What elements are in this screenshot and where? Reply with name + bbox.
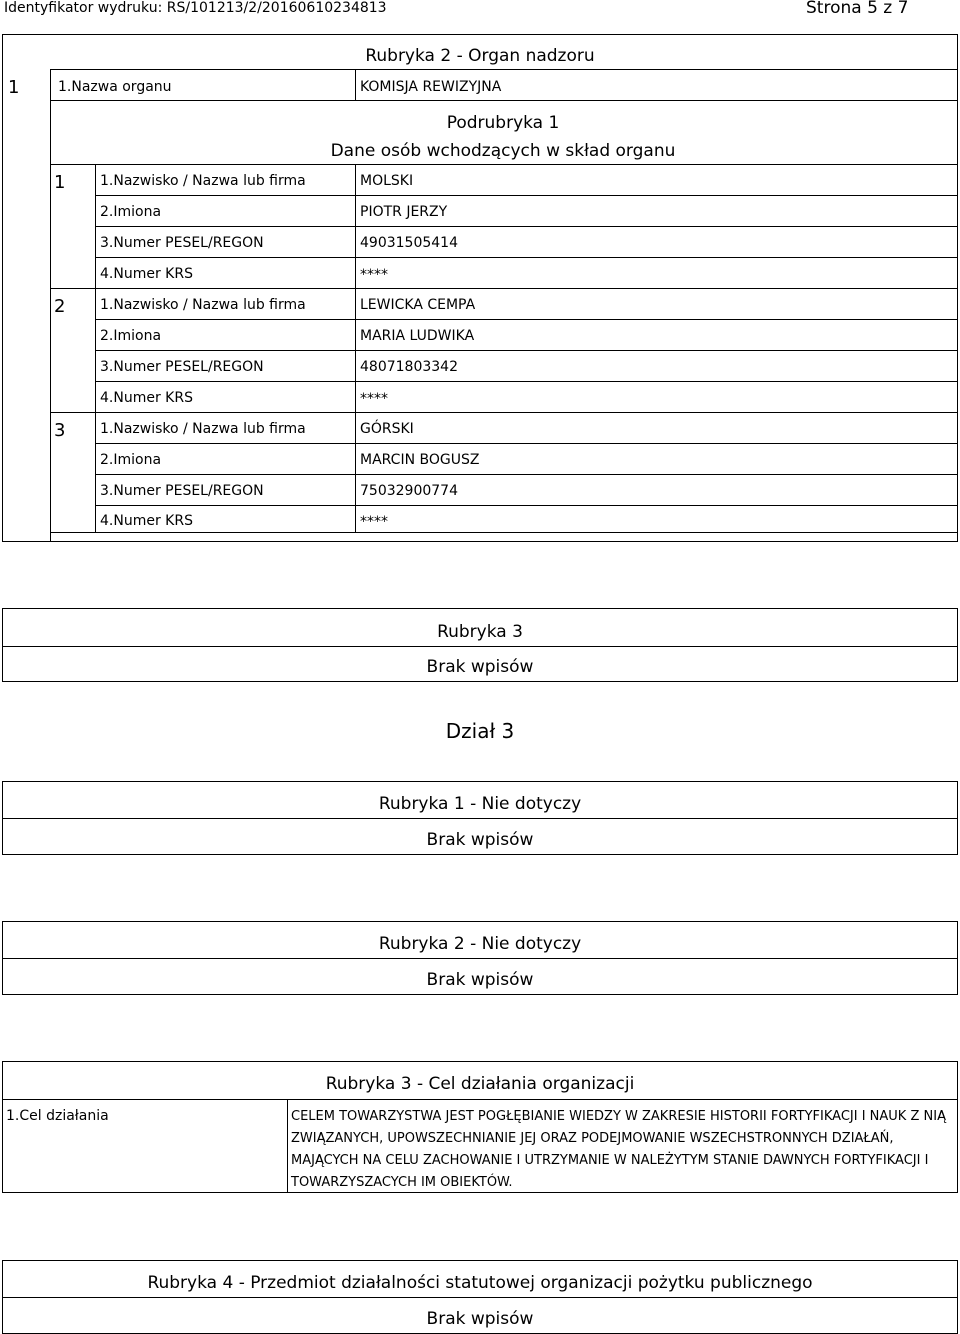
rubryka-empty: Brak wpisów [426, 1309, 534, 1329]
member-separator [50, 412, 958, 413]
rubryka-3-divider [2, 646, 958, 647]
krs-value: **** [360, 267, 388, 283]
surname-value: MOLSKI [360, 173, 414, 189]
print-identifier: Identyfikator wydruku: RS/101213/2/20160610234813 [4, 0, 387, 16]
member-row-line [95, 350, 958, 351]
rubryka-empty: Brak wpisów [426, 830, 534, 850]
rubryka-title: Rubryka 3 - Cel działania organizacji [325, 1074, 635, 1094]
pesel-value: 75032900774 [360, 483, 458, 499]
names-value: MARIA LUDWIKA [360, 328, 475, 344]
rubryka-title: Rubryka 4 - Przedmiot działalności statutowej organizacji pożytku publicznego [147, 1273, 813, 1293]
pesel-value: 48071803342 [360, 359, 458, 375]
members-col-divider [355, 164, 356, 532]
names-value: PIOTR JERZY [360, 204, 448, 220]
rubryka-title: Rubryka 2 - Nie dotyczy [378, 934, 582, 954]
krs-label: 4.Numer KRS [100, 390, 193, 406]
pesel-label: 3.Numer PESEL/REGON [100, 359, 264, 375]
cel-dzialania-value: CELEM TOWARZYSTWA JEST POGŁĘBIANIE WIEDZY W ZAKRESIE HISTORII FORTYFIKACJI I NAUK Z NIĄ ZWIĄZANYCH, UPOWSZECHNIANIE JEJ ORAZ PODEJMOWANIE WSZECHSTRONNYCH DZIAŁAŃ, MAJĄCYCH NA CELU ZACHOWANIE I UTRZYMANIE W NALEŻYTYM STANIE DAWNYCH FORTYFIKACJI I TOWARZYSZACYCH IM OBIEKTÓW. [291, 1109, 946, 1190]
rubryka-3-empty: Brak wpisów [426, 657, 534, 677]
subrubryka-subtitle: Dane osób wchodzących w skład organu [330, 141, 676, 161]
organ-col-divider [355, 69, 356, 100]
rubryka-col-divider [287, 1099, 288, 1193]
member-row-line [95, 381, 958, 382]
organ-row-line [50, 69, 958, 70]
member-row-line [95, 474, 958, 475]
member-row-line [95, 195, 958, 196]
rubryka-divider [2, 1099, 958, 1100]
organ-index: 1 [8, 77, 20, 98]
names-label: 2.Imiona [100, 452, 162, 468]
member-row-line [95, 319, 958, 320]
member-separator [50, 288, 958, 289]
surname-value: LEWICKA CEMPA [360, 297, 476, 313]
surname-value: GÓRSKI [360, 421, 414, 437]
subrubryka-title: Podrubryka 1 [446, 113, 560, 133]
organ-name-value: KOMISJA REWIZYJNA [360, 79, 502, 95]
member-row-line [95, 505, 958, 506]
member-row-line [95, 443, 958, 444]
dzial-3-title: Dział 3 [445, 719, 515, 743]
surname-label: 1.Nazwisko / Nazwa lub firma [100, 297, 306, 313]
members-bottom-line [50, 532, 958, 533]
names-value: MARCIN BOGUSZ [360, 452, 480, 468]
organ-name-label: 1.Nazwa organu [58, 79, 172, 95]
cel-dzialania-label: 1.Cel działania [6, 1108, 109, 1124]
rubryka-divider [2, 958, 958, 959]
names-label: 2.Imiona [100, 204, 162, 220]
krs-label: 4.Numer KRS [100, 513, 193, 529]
members-top-line [50, 164, 958, 165]
krs-value: **** [360, 391, 388, 407]
surname-label: 1.Nazwisko / Nazwa lub firma [100, 421, 306, 437]
krs-label: 4.Numer KRS [100, 266, 193, 282]
member-index: 1 [54, 172, 66, 193]
members-index-divider [95, 164, 96, 532]
rubryka-divider [2, 1297, 958, 1298]
names-label: 2.Imiona [100, 328, 162, 344]
page-number: Strona 5 z 7 [806, 0, 909, 18]
pesel-label: 3.Numer PESEL/REGON [100, 235, 264, 251]
krs-value: **** [360, 514, 388, 530]
pesel-value: 49031505414 [360, 235, 458, 251]
surname-label: 1.Nazwisko / Nazwa lub firma [100, 173, 306, 189]
member-index: 3 [54, 420, 66, 441]
organ-row-line [50, 100, 958, 101]
member-row-line [95, 257, 958, 258]
rubryka-title: Rubryka 1 - Nie dotyczy [378, 794, 582, 814]
rubryka-divider [2, 818, 958, 819]
organ-rubryka-title: Rubryka 2 - Organ nadzoru [365, 46, 595, 66]
organ-index-divider [50, 69, 51, 542]
rubryka-3-title: Rubryka 3 [437, 622, 523, 642]
member-row-line [95, 226, 958, 227]
pesel-label: 3.Numer PESEL/REGON [100, 483, 264, 499]
member-index: 2 [54, 296, 66, 317]
rubryka-empty: Brak wpisów [426, 970, 534, 990]
